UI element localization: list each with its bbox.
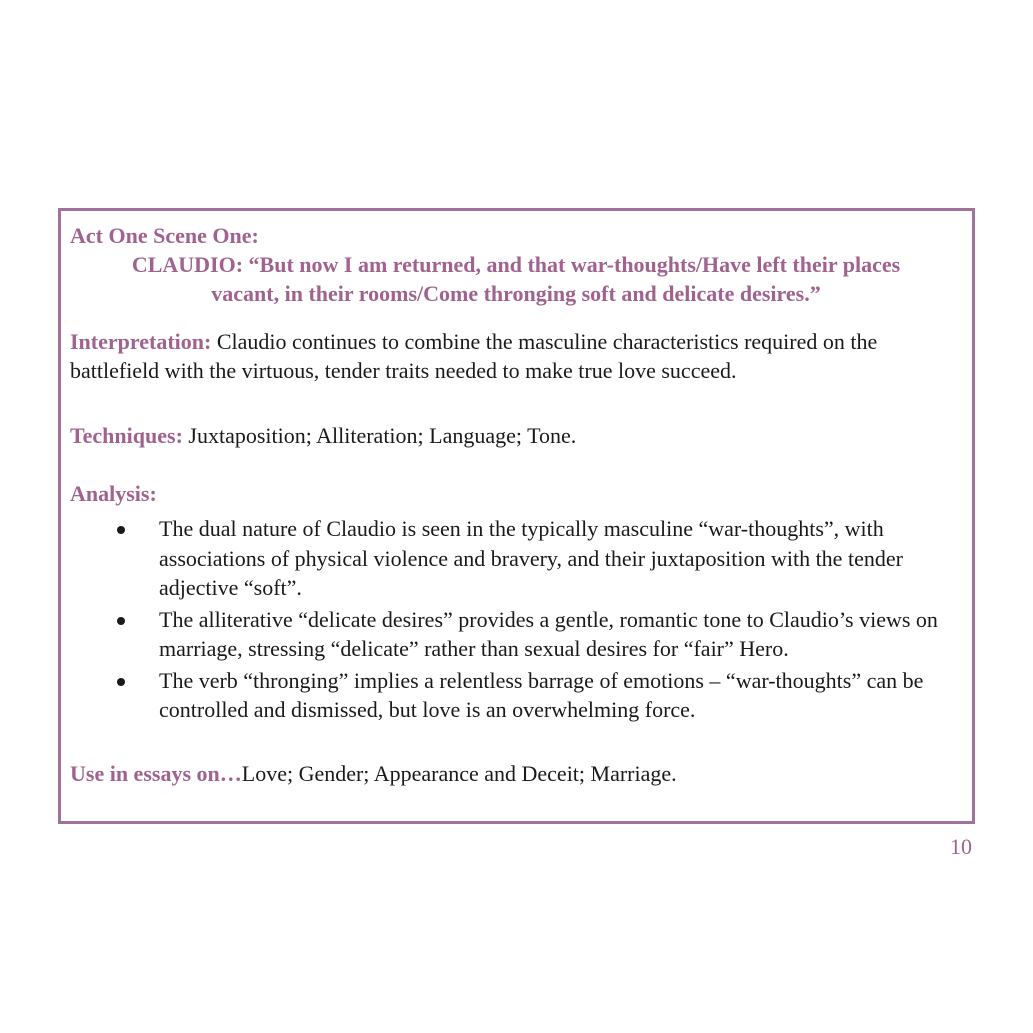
techniques-paragraph	[70, 421, 962, 450]
quote-line-1: CLAUDIO: “But now I am returned, and that war-thoughts/Have left their places	[131, 252, 901, 277]
bullet-icon	[117, 526, 125, 534]
use-text: Love; Gender; Appearance and Deceit; Marriage.	[241, 760, 677, 786]
analysis-item-text: The verb “thronging” implies a relentless barrage of emotions – “war-thoughts” can be controlled and dismissed, but love is an overwhelming force.	[159, 667, 924, 722]
analysis-item-text: The dual nature of Claudio is seen in the typically masculine “war-thoughts”, with associations of physical violence and bravery, and their juxtaposition with the tender adjective “soft”.	[159, 516, 903, 600]
analysis-heading: Analysis:	[70, 481, 157, 506]
use-label: Use in essays on…	[70, 760, 242, 786]
bullet-icon	[117, 617, 125, 625]
analysis-item	[70, 666, 962, 725]
analysis-item	[70, 514, 962, 603]
scene-heading: Act One Scene One:	[70, 223, 259, 248]
techniques-text: Juxtaposition; Alliteration; Language; Tone.	[182, 423, 577, 448]
quote-card	[58, 208, 975, 824]
page-number: 10	[950, 834, 972, 859]
analysis-list	[70, 514, 962, 725]
techniques-label: Techniques:	[70, 423, 183, 448]
interpretation-paragraph	[70, 327, 962, 385]
analysis-item-text: The alliterative “delicate desires” provides a gentle, romantic tone to Claudio’s views on marriage, stressing “delicate” rather than sexual desires for “fair” Hero.	[159, 606, 938, 661]
quote-line-2: vacant, in their rooms/Come thronging soft and delicate desires.”	[211, 281, 821, 306]
analysis-item	[70, 605, 962, 664]
bullet-icon	[117, 678, 125, 686]
use-paragraph	[70, 759, 962, 788]
interpretation-label: Interpretation:	[70, 329, 212, 354]
interpretation-text: Claudio continues to combine the masculine characteristics required on the battlefield with the virtuous, tender traits needed to make true love succeed.	[70, 329, 878, 383]
